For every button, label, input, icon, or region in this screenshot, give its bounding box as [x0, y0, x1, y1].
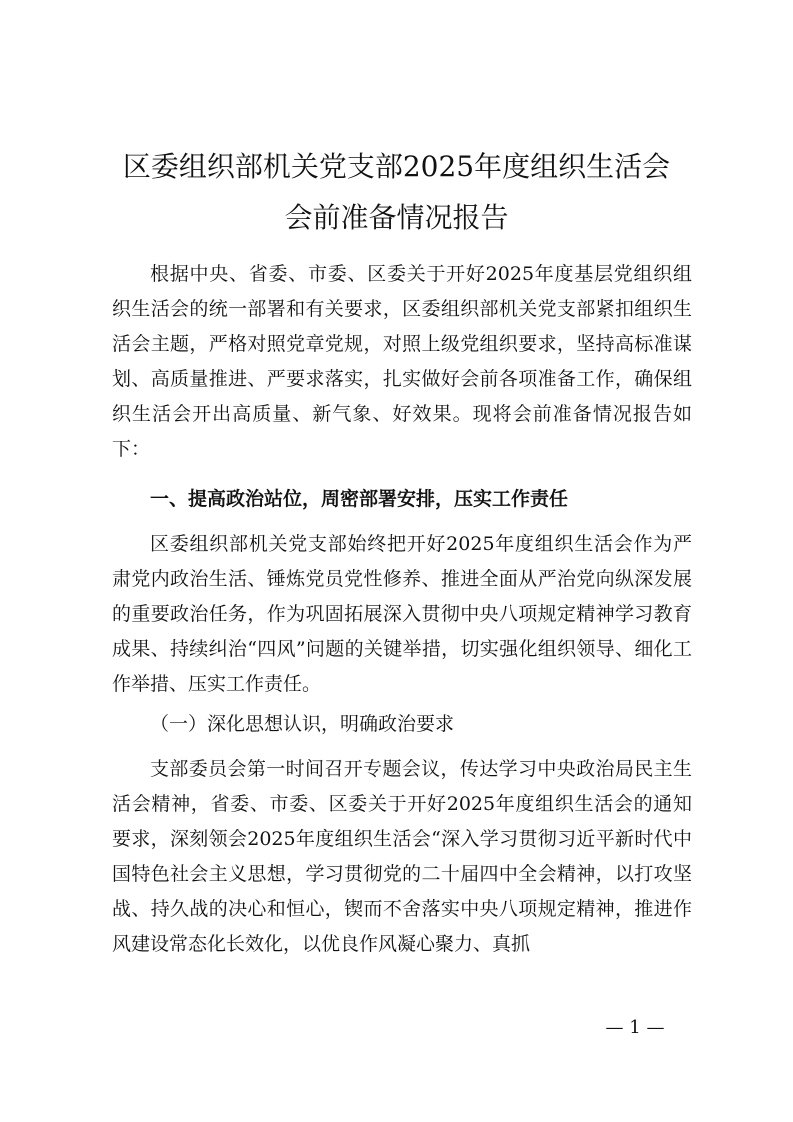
section-1-paragraph: 区委组织部机关党支部始终把开好2025年度组织生活会作为严肃党内政治生活、锤炼党员党性修养、推进全面从严治党向纵深发展的重要政治任务，作为巩固拓展深入贯彻中央八项规定精神学习教育成果、持续纠治“四风”问题的关键举措，切实强化组织领导、细化工作举措、压实工作责任。 [112, 533, 692, 695]
document-title-line-1: 区委组织部机关党支部2025年度组织生活会 [122, 150, 671, 183]
intro-paragraph: 根据中央、省委、市委、区委关于开好2025年度基层党组织组织生活会的统一部署和有关要求，区委组织部机关党支部紧扣组织生活会主题，严格对照党章党规，对照上级党组织要求，坚持高标准谋划、高质量推进、严要求落实，扎实做好会前各项准备工作，确保组织生活会开出高质量、新气象、好效果。现将会前准备情况报告如下： [112, 263, 692, 460]
document-title-line-2: 会前准备情况报告 [284, 201, 509, 234]
page-number: — 1 — [605, 1017, 665, 1038]
section-1-heading: 一、提高政治站位，周密部署安排，压实工作责任 [150, 488, 569, 510]
subsection-1-paragraph: 支部委员会第一时间召开专题会议，传达学习中央政治局民主生活会精神，省委、市委、区委关于开好2025年度组织生活会的通知要求，深刻领会2025年度组织生活会“深入学习贯彻习近平新时代中国特色社会主义思想，学习贯彻党的二十届四中全会精神，以打攻坚战、持久战的决心和恒心，锲而不舍落实中央八项规定精神，推进作风建设常态化长效化，以优良作风凝心聚力、真抓 [112, 758, 692, 955]
subsection-1-heading: （一）深化思想认识，明确政治要求 [150, 713, 455, 735]
